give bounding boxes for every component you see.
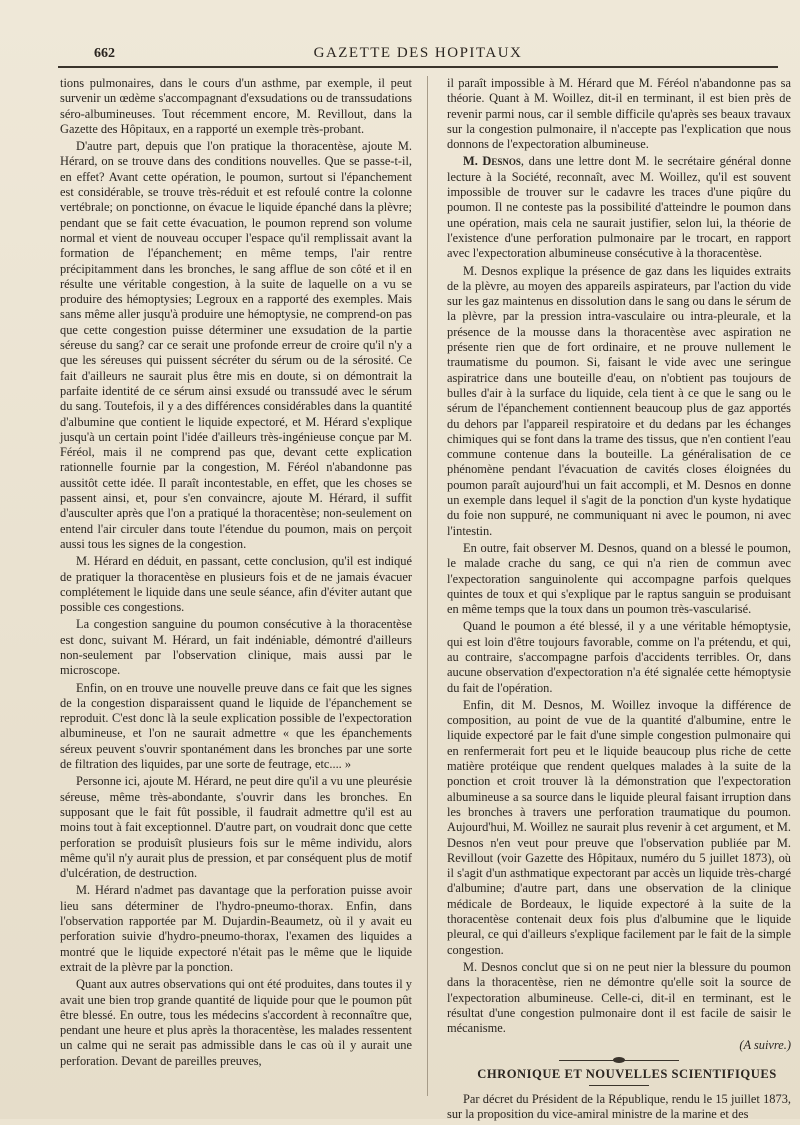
paragraph: M. Desnos explique la présence de gaz dans les liquides extraits de la plèvre, au moyen des appareils aspirateurs, par l'action du vide sur les gaz maintenus en dissolution dans le sang ou dans le sérum de la plèvre, par la pression intra-vasculaire ou intra-pleurale, et la présence de la mousse dans la thoracentèse avec aspiration ne présente rien que de fort ordinaire, et ne prouve nullement le traumatisme du poumon. Si, faisant le vide avec une seringue aspiratrice dans une bouteille d'eau, on n'obtient pas toujours de bulles d'air à la surface du liquide, cela tient à ce que le sang ou le sérum de l'épanchement contiennent beaucoup plus de gaz apportés du dehors par l'appareil respiratoire et du dedans par les échanges chimiques qui se font dans la trame des tissus, que n'en contient l'eau commune contenue dans la bouteille. La généralisation de ce phénomène pendant l'évacuation de cavités closes éloignées du poumon paraît aujourd'hui un fait accompli, et M. Desnos en donne un exemple dans lequel il s'agit de la ponction d'un kyste hydatique du foie non suppuré, ne communiquant ni avec le poumon, ni avec l'intestin. <box>447 263 791 538</box>
running-head: GAZETTE DES HOPITAUX <box>313 45 523 61</box>
paragraph: M. Desnos conclut que si on ne peut nier la blessure du poumon dans la thoracentèse, rien ne démontre qu'elle soit la source de l'expectoration albumineuse. Celle-ci, dit-il en terminant, est le résultat d'une congestion pulmonaire dont il est facile de saisir le mécanisme. <box>447 959 791 1036</box>
paragraph <box>447 154 791 261</box>
page-number: 662 <box>94 46 115 61</box>
paragraph: il paraît impossible à M. Hérard que M. Féréol n'abandonne pas sa théorie. Quant à M. Woillez, dit-il en terminant, il est bien près de revenir parmi nous, car il semble difficile qu'après ses beaux travaux sur la congestion pulmonaire, il n'accepte pas l'explication que nous donnons de l'expectoration albumineuse. <box>447 76 791 152</box>
section-title: CHRONIQUE ET NOUVELLES SCIENTIFIQUES <box>477 1066 777 1081</box>
left-column <box>60 76 412 1071</box>
paragraph: En outre, fait observer M. Desnos, quand on a blessé le poumon, le malade crache du sang, ce qui n'a rien de commun avec l'expectoration sanguinolente qui accompagne parfois quelques quintes de toux et qui s'explique par le raptus sanguin se produisant en même temps que la toux dans un poumon très-vascularisé. <box>447 540 791 617</box>
right-column <box>447 76 791 1125</box>
page-header <box>58 40 778 68</box>
paragraph: Enfin, on en trouve une nouvelle preuve dans ce fait que les signes de la congestion disparaissent quand le liquide de l'épanchement se reproduit. C'est donc là la seule explication possible de l'expectoration albumineuse, et l'on ne saurait admettre « que les épanchements séreux peuvent s'ouvrir spontanément dans les bronches par une sorte de filtration des liquides, par une sorte de feutrage, etc.... » <box>60 680 412 772</box>
speaker-name: M. Desnos <box>463 154 521 169</box>
paragraph: Personne ici, ajoute M. Hérard, ne peut dire qu'il a vu une pleurésie séreuse, même très-abondante, s'ouvrir dans les bronches. En supposant que le fait fût possible, il faudrait admettre qu'il est au moins tout à fait exceptionnel. D'autre part, on voudrait donc que cette perforation se produisît plusieurs fois sur le même individu, alors même qu'il n'y aurait plus de pression, et par conséquent plus de motif d'ulcération, de destruction. <box>60 774 412 881</box>
paragraph: Par décret du Président de la République, rendu le 15 juillet 1873, sur la proposition du vice-amiral ministre de la marine et des <box>447 1092 791 1122</box>
paragraph: La congestion sanguine du poumon consécutive à la thoracentèse est donc, suivant M. Hérard, un fait indéniable, démontré d'ailleurs non-seulement par l'observation clinique, mais aussi par le microscope. <box>60 617 412 678</box>
paragraph: D'autre part, depuis que l'on pratique la thoracentèse, ajoute M. Hérard, on se trouve dans des conditions nouvelles. Que se passe-t-il, en effet? Avant cette opération, le poumon, surtout si l'épanchement est considérable, se trouve très-réduit et est refoulé contre la colonne vertébrale; on ponctionne, on évacue le liquide épanché dans la plèvre; pendant que se fait cette évacuation, le poumon reprend son volume normal et vient de nouveau occuper l'espace qu'il remplissait avant la formation de l'épanchement; en même temps, l'air rentre précipitamment dans les bronches, le sang afflue de son côté et il en résulte une véritable congestion, à la suite de laquelle on a vu se produire des hémoptysies; Legroux en a rapporté des exemples. Mais sans même aller jusqu'à produire une hémoptysie, ne comprend-on pas que cette congestion puisse déterminer une exsudation de la partie séreuse du sang? car ce serait une profonde erreur de croire qu'il n'y a que les séreuses qui puissent sécréter du sérum ou de la sérosité. Ce fait d'ailleurs ne saurait plus être mis en doute, si on démontrait la parfaite identité de ce sérum ainsi exsudé ou transsudé avec le sérum du sang. Toutefois, il y a des différences considérables dans la quantité d'albumine que contient le liquide expectoré, et M. Hérard s'explique jusqu'à un certain point l'idée d'ailleurs très-ingénieuse conçue par M. Féréol, mais il ne comprend pas que, devant cette explication rationnelle fournie par la congestion, M. Féréol n'abandonne pas aussitôt cette idée. Il paraît incontestable, en effet, que les choses se passent ainsi, et, pour s'en convaincre, ajoute M. Hérard, il suffit d'ausculter après que l'on a pratiqué la thoracentèse; non-seulement on entend l'air circuler dans toute l'étendue du poumon, mais on perçoit aussi tous les signes de la congestion. <box>60 139 412 551</box>
paragraph: Quand le poumon a été blessé, il y a une véritable hémoptysie, qui est loin d'être toujours favorable, comme on l'a prétendu, et qui, au contraire, s'accompagne parfois d'accidents terribles. Or, dans aucune observation d'expectoration n'a été signalée cette hémoptysie du fait de l'opération. <box>447 619 791 695</box>
paragraph: M. Hérard n'admet pas davantage que la perforation puisse avoir lieu sans déterminer de l'hydro-pneumo-thorax. Enfin, dans l'observation rapportée par M. Dujardin-Beaumetz, où il y avait eu perforation suivie d'hydro-pneumo-thorax, l'examen des liquides a montré que le liquide expectoré n'était pas le même que le liquide extrait de la plèvre par la ponction. <box>60 883 412 974</box>
paragraph: tions pulmonaires, dans le cours d'un asthme, par exemple, il peut survenir un œdème s'accompagnant d'exsudations ou de transsudations séro-albumineuses. Tout récemment encore, M. Revillout, dans la Gazette des Hôpitaux, en a rapporté un exemple très-probant. <box>60 76 412 136</box>
to-be-continued: (A suivre.) <box>739 1038 791 1053</box>
column-divider <box>427 76 428 1096</box>
paragraph-text: , dans une lettre dont M. le secrétaire général donne lecture à la Société, reconnaît, avec M. Woillez, qu'il est souvent impossible de trouver sur le cadavre les traces d'une piqûre du poumon. Il ne conteste pas la possibilité d'atteindre le poumon dans une opération, mais cela ne saurait justifier, selon lui, la théorie de l'existence d'une perforation pulmonaire par le trocart, en rapport avec l'expectoration albumineuse consécutive à la thoracentèse. <box>447 154 791 261</box>
section-separator <box>559 1060 679 1061</box>
paragraph: Enfin, dit M. Desnos, M. Woillez invoque la différence de composition, au point de vue de la quantité d'albumine, entre le liquide expectoré par le fait d'une simple congestion pulmonaire qui en renfermerait fort peu et le liquide beaucoup plus riche de cette matière protéique que rendent quelques malades à la suite de la ponction et croit trouver là la démonstration que l'expectoration albumineuse a sa source dans le liquide pleural faisant irruption dans les bronches à travers une perforation traumatique du poumon. Aujourd'hui, M. Woillez ne saurait plus revenir à cet argument, et M. Desnos n'en veut pour preuve que l'observation publiée par M. Revillout (voir Gazette des Hôpitaux, numéro du 5 juillet 1873), où il s'agit d'un asthmatique expectorant par accès un liquide très-chargé d'albumine; d'autre part, dans une observation de la clinique médicale de Bordeaux, le liquide expectoré à la suite de la thoracentèse contenait deux fois plus d'albumine que le liquide pleural, ce qui d'ailleurs s'explique facilement par le fait de la simple congestion. <box>447 697 791 957</box>
paragraph: M. Hérard en déduit, en passant, cette conclusion, qu'il est indiqué de pratiquer la thoracentèse en plusieurs fois et de ne jamais évacuer complétement le liquide dans une seule séance, afin d'éviter autant que possible ces congestions. <box>60 554 412 615</box>
paragraph: Quant aux autres observations qui ont été produites, dans toutes il y avait une bien trop grande quantité de liquide pour que le poumon pût être blessé. En outre, tous les médecins s'accordent à reconnaître que, pendant une heure et plus après la thoracentèse, les malades ressentent un calme qui ne serait pas admissible dans le cas où il y aurait une perforation. Devant de pareilles preuves, <box>60 977 412 1068</box>
title-underline <box>589 1085 649 1086</box>
